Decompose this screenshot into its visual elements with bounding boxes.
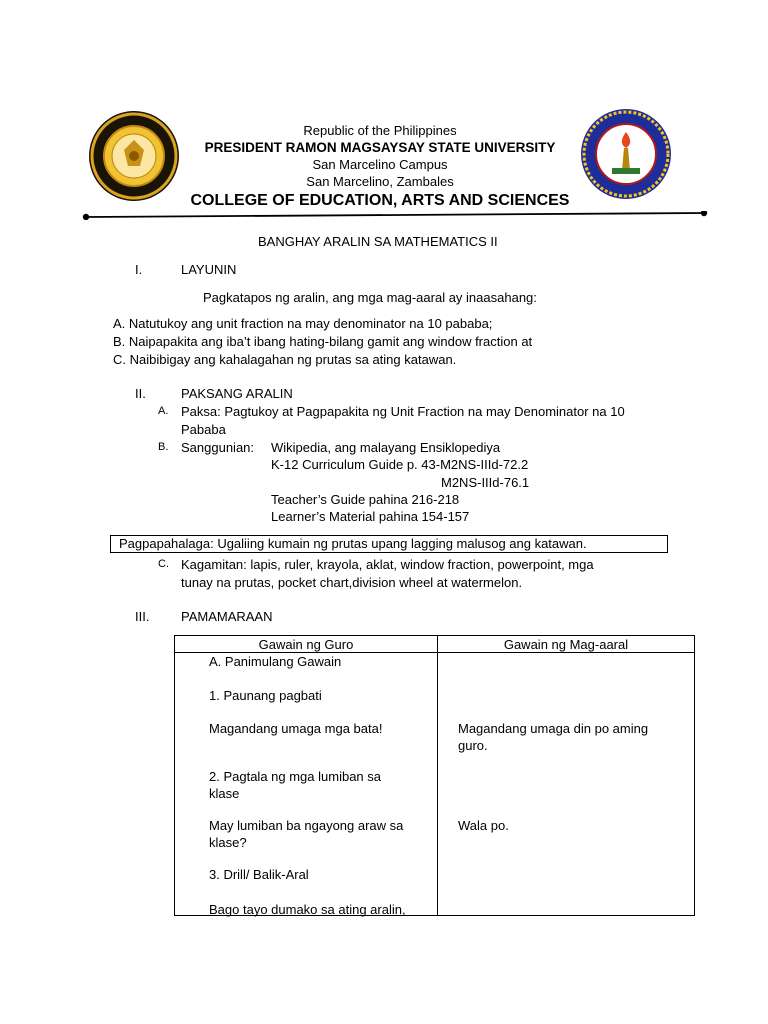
- table-line: Magandang umaga din po aming: [458, 721, 649, 736]
- campus-name: San Marcelino Campus: [312, 157, 448, 172]
- reference-item: Teacher’s Guide pahina 216-218: [271, 492, 460, 507]
- reference-item: Wikipedia, ang malayang Ensiklopediya: [271, 440, 501, 455]
- column-header-student: Gawain ng Mag-aaral: [438, 636, 695, 653]
- university-seal-icon: [88, 110, 180, 202]
- section1-heading: LAYUNIN: [181, 262, 237, 277]
- header-divider: [82, 211, 708, 220]
- table-line: 3. Drill/ Balik-Aral: [209, 867, 309, 882]
- objective-item: A. Natutukoy ang unit fraction na may denominator na 10 pababa;: [113, 316, 493, 331]
- objective-item: C. Naibibigay ang kahalagahan ng prutas sa ating katawan.: [113, 352, 457, 367]
- table-line: Magandang umaga mga bata!: [209, 721, 383, 736]
- republic-line: Republic of the Philippines: [303, 123, 457, 138]
- campus-address: San Marcelino, Zambales: [306, 174, 454, 189]
- procedure-table: [174, 635, 695, 916]
- section2-numeral: II.: [135, 386, 146, 401]
- objective-item: B. Naipapakita ang iba’t ibang hating-bilang gamit ang window fraction at: [113, 334, 533, 349]
- table-line: Wala po.: [458, 818, 509, 833]
- table-line: klase?: [209, 835, 247, 850]
- reference-item: K-12 Curriculum Guide p. 43-M2NS-IIId-72.2: [271, 457, 529, 472]
- objectives-intro: Pagkatapos ng aralin, ang mga mag-aaral ay inaasahang:: [203, 290, 537, 305]
- university-name: PRESIDENT RAMON MAGSAYSAY STATE UNIVERSITY: [204, 140, 556, 155]
- section2-heading: PAKSANG ARALIN: [181, 386, 293, 401]
- letterhead: [180, 122, 580, 211]
- teacher-activities-cell: [175, 653, 438, 916]
- table-line: 2. Pagtala ng mga lumiban sa: [209, 769, 381, 784]
- item-c-letter: C.: [158, 558, 169, 570]
- table-line: Bago tayo dumako sa ating aralin,: [209, 902, 406, 917]
- reference-item: M2NS-IIId-76.1: [441, 475, 530, 490]
- table-line: klase: [209, 786, 240, 801]
- topic-line: Paksa: Pagtukoy at Pagpapakita ng Unit Fraction na may Denominator na 10: [181, 404, 625, 419]
- reference-item: Learner’s Material pahina 154-157: [271, 509, 470, 524]
- values-box: Pagpapahalaga: Ugaliing kumain ng prutas upang lagging malusog ang katawan.: [110, 535, 668, 553]
- table-line: guro.: [458, 738, 488, 753]
- topic-line: Pababa: [181, 422, 226, 437]
- student-activities-cell: [438, 653, 695, 916]
- college-name: COLLEGE OF EDUCATION, ARTS AND SCIENCES: [190, 192, 570, 209]
- table-line: A. Panimulang Gawain: [209, 654, 342, 669]
- column-header-teacher: Gawain ng Guro: [175, 636, 438, 653]
- table-line: 1. Paunang pagbati: [209, 688, 322, 703]
- section1-numeral: I.: [135, 262, 143, 277]
- document-title: BANGHAY ARALIN SA MATHEMATICS II: [258, 234, 498, 249]
- materials-line: tunay na prutas, pocket chart,division wheel at watermelon.: [181, 575, 523, 590]
- item-b-letter: B.: [158, 441, 169, 453]
- materials-line: Kagamitan: lapis, ruler, krayola, aklat, window fraction, powerpoint, mga: [181, 557, 594, 572]
- college-seal-icon: [580, 108, 672, 200]
- section3-numeral: III.: [135, 609, 150, 624]
- item-a-letter: A.: [158, 405, 169, 417]
- references-label: Sanggunian:: [181, 440, 255, 455]
- section3-heading: PAMAMARAAN: [181, 609, 273, 624]
- table-line: May lumiban ba ngayong araw sa: [209, 818, 404, 833]
